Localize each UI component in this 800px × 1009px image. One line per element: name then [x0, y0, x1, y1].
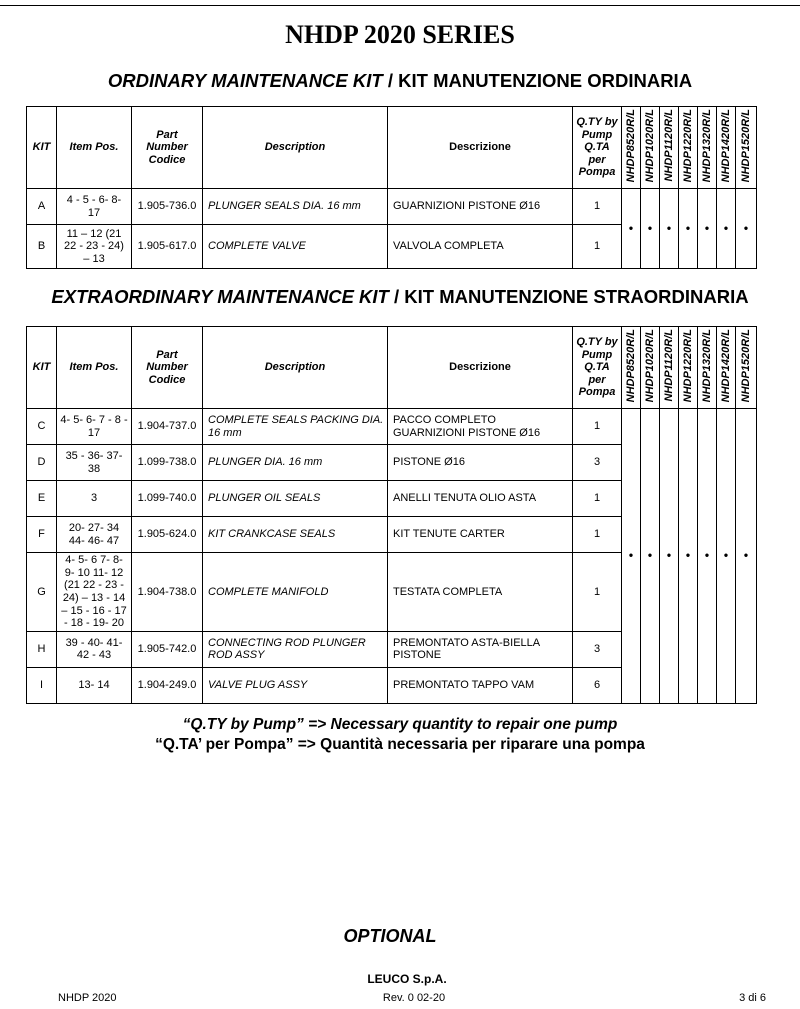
part-code: 1.905-617.0	[132, 225, 203, 269]
dot-mark: •	[647, 220, 653, 235]
dot-mark: •	[743, 220, 749, 235]
dot-mark: •	[685, 220, 691, 235]
qty: 3	[573, 445, 622, 481]
footer-revision: Rev. 0 02-20	[382, 992, 446, 1004]
item-pos: 39 - 40- 41- 42 - 43	[57, 631, 132, 667]
kit-letter: C	[27, 409, 57, 445]
legend-italian: “Q.TA’ per Pompa” => Quantità necessaria per riparare una pompa	[155, 736, 645, 753]
description-it: PREMONTATO TAPPO VAM	[388, 667, 573, 703]
description-en: PLUNGER OIL SEALS	[203, 481, 388, 517]
model-dot	[736, 409, 757, 704]
description-it: ANELLI TENUTA OLIO ASTA	[388, 481, 573, 517]
dot-mark: •	[628, 548, 634, 563]
model-dot	[698, 409, 717, 704]
description-it: VALVOLA COMPLETA	[388, 225, 573, 269]
table-row	[27, 189, 757, 225]
model-dot	[622, 409, 641, 704]
part-code: 1.905-624.0	[132, 517, 203, 553]
model-label: NHDP1120R/L	[662, 329, 675, 402]
model-label: NHDP1320R/L	[700, 109, 713, 183]
footer-page-number: 3 di 6	[739, 992, 766, 1004]
item-pos: 3	[57, 481, 132, 517]
header-model-2	[660, 327, 679, 409]
model-dot	[736, 189, 757, 269]
dot-mark: •	[704, 220, 710, 235]
header-model-0	[622, 327, 641, 409]
kit-letter: B	[27, 225, 57, 269]
model-dot	[641, 189, 660, 269]
description-it: PACCO COMPLETO GUARNIZIONI PISTONE Ø16	[388, 409, 573, 445]
kit-letter: G	[27, 553, 57, 632]
model-label: NHDP1020R/L	[643, 329, 656, 403]
part-code: 1.905-736.0	[132, 189, 203, 225]
model-label: NHDP1520R/L	[739, 329, 752, 403]
description-it: KIT TENUTE CARTER	[388, 517, 573, 553]
qty: 3	[573, 631, 622, 667]
qty: 1	[573, 189, 622, 225]
item-pos: 20- 27- 34 44- 46- 47	[57, 517, 132, 553]
part-code: 1.099-740.0	[132, 481, 203, 517]
header-part-number: Part Number Codice	[132, 327, 203, 409]
qty: 1	[573, 409, 622, 445]
model-label: NHDP1220R/L	[681, 329, 694, 403]
description-it: GUARNIZIONI PISTONE Ø16	[388, 189, 573, 225]
legend-english: “Q.TY by Pump” => Necessary quantity to repair one pump	[182, 716, 618, 733]
dot-mark: •	[666, 548, 672, 563]
model-label: NHDP1220R/L	[681, 109, 694, 183]
header-descrizione: Descrizione	[388, 107, 573, 189]
model-label: NHDP1120R/L	[662, 109, 675, 182]
top-rule	[0, 5, 800, 6]
model-label: NHDP1020R/L	[643, 109, 656, 183]
header-model-3	[679, 107, 698, 189]
item-pos: 13- 14	[57, 667, 132, 703]
qty: 1	[573, 553, 622, 632]
kit-letter: F	[27, 517, 57, 553]
model-dot	[679, 409, 698, 704]
qty: 6	[573, 667, 622, 703]
header-item-pos: Item Pos.	[57, 107, 132, 189]
ordinary-kit-heading	[0, 70, 800, 92]
model-dot	[660, 409, 679, 704]
header-model-5	[717, 327, 736, 409]
dot-mark: •	[628, 220, 634, 235]
dot-mark: •	[666, 220, 672, 235]
header-description: Description	[203, 107, 388, 189]
header-description: Description	[203, 327, 388, 409]
description-en: COMPLETE SEALS PACKING DIA. 16 mm	[203, 409, 388, 445]
header-model-3	[679, 327, 698, 409]
extraordinary-kit-heading	[0, 286, 800, 308]
description-en: PLUNGER DIA. 16 mm	[203, 445, 388, 481]
item-pos: 4- 5- 6- 7 - 8 - 17	[57, 409, 132, 445]
model-label: NHDP1320R/L	[700, 329, 713, 403]
model-label: NHDP1420R/L	[719, 109, 732, 183]
description-en: COMPLETE MANIFOLD	[203, 553, 388, 632]
item-pos: 35 - 36- 37- 38	[57, 445, 132, 481]
footer-model: NHDP 2020	[58, 992, 117, 1004]
header-qty: Q.TY by Pump Q.TA per Pompa	[573, 327, 622, 409]
part-code: 1.904-249.0	[132, 667, 203, 703]
header-model-1	[641, 107, 660, 189]
header-kit: KIT	[27, 327, 57, 409]
extraordinary-kit-table	[26, 326, 757, 704]
kit-letter: H	[27, 631, 57, 667]
description-en: COMPLETE VALVE	[203, 225, 388, 269]
header-model-2	[660, 107, 679, 189]
extraordinary-heading-en: EXTRAORDINARY MAINTENANCE KIT	[51, 286, 389, 307]
item-pos: 11 – 12 (21 22 - 23 - 24) – 13	[57, 225, 132, 269]
header-model-0	[622, 107, 641, 189]
part-code: 1.904-737.0	[132, 409, 203, 445]
kit-letter: A	[27, 189, 57, 225]
header-part-number: Part Number Codice	[132, 107, 203, 189]
header-model-4	[698, 107, 717, 189]
item-pos: 4- 5- 6 7- 8- 9- 10 11- 12 (21 22 - 23 - 24) – 13 - 14 – 15 - 16 - 17 - 18 - 19- 20	[57, 553, 132, 632]
item-pos: 4 - 5 - 6- 8- 17	[57, 189, 132, 225]
ordinary-heading-it: KIT MANUTENZIONE ORDINARIA	[398, 70, 693, 91]
model-dot	[717, 409, 736, 704]
extraordinary-heading-sep: /	[388, 286, 405, 307]
model-dot	[717, 189, 736, 269]
header-model-4	[698, 327, 717, 409]
ordinary-heading-sep: /	[382, 70, 399, 91]
dot-mark: •	[743, 548, 749, 563]
ordinary-kit-table	[26, 106, 757, 269]
model-dot	[698, 189, 717, 269]
description-en: VALVE PLUG ASSY	[203, 667, 388, 703]
dot-mark: •	[723, 220, 729, 235]
model-dot	[660, 189, 679, 269]
part-code: 1.099-738.0	[132, 445, 203, 481]
description-en: PLUNGER SEALS DIA. 16 mm	[203, 189, 388, 225]
qty: 1	[573, 481, 622, 517]
kit-letter: E	[27, 481, 57, 517]
model-dot	[622, 189, 641, 269]
header-kit: KIT	[27, 107, 57, 189]
ordinary-heading-en: ORDINARY MAINTENANCE KIT	[107, 70, 383, 91]
header-item-pos: Item Pos.	[57, 327, 132, 409]
part-code: 1.905-742.0	[132, 631, 203, 667]
dot-mark: •	[685, 548, 691, 563]
dot-mark: •	[647, 548, 653, 563]
model-label: NHDP8520R/L	[624, 109, 637, 183]
description-it: PISTONE Ø16	[388, 445, 573, 481]
model-dot	[679, 189, 698, 269]
header-descrizione: Descrizione	[388, 327, 573, 409]
description-en: KIT CRANKCASE SEALS	[203, 517, 388, 553]
header-model-5	[717, 107, 736, 189]
dot-mark: •	[704, 548, 710, 563]
header-model-6	[736, 327, 757, 409]
qty: 1	[573, 225, 622, 269]
model-label: NHDP1420R/L	[719, 329, 732, 403]
extraordinary-heading-it: KIT MANUTENZIONE STRAORDINARIA	[404, 286, 749, 307]
qty: 1	[573, 517, 622, 553]
part-code: 1.904-738.0	[132, 553, 203, 632]
description-en: CONNECTING ROD PLUNGER ROD ASSY	[203, 631, 388, 667]
header-qty: Q.TY by Pump Q.TA per Pompa	[573, 107, 622, 189]
company-name: LEUCO S.p.A.	[367, 972, 447, 986]
kit-letter: I	[27, 667, 57, 703]
table-row	[27, 409, 757, 445]
model-label: NHDP8520R/L	[624, 329, 637, 403]
model-label: NHDP1520R/L	[739, 109, 752, 183]
header-model-6	[736, 107, 757, 189]
optional-label: OPTIONAL	[343, 926, 437, 946]
dot-mark: •	[723, 548, 729, 563]
kit-letter: D	[27, 445, 57, 481]
description-it: TESTATA COMPLETA	[388, 553, 573, 632]
description-it: PREMONTATO ASTA-BIELLA PISTONE	[388, 631, 573, 667]
model-dot	[641, 409, 660, 704]
header-model-1	[641, 327, 660, 409]
page-title: NHDP 2020 SERIES	[285, 20, 515, 49]
